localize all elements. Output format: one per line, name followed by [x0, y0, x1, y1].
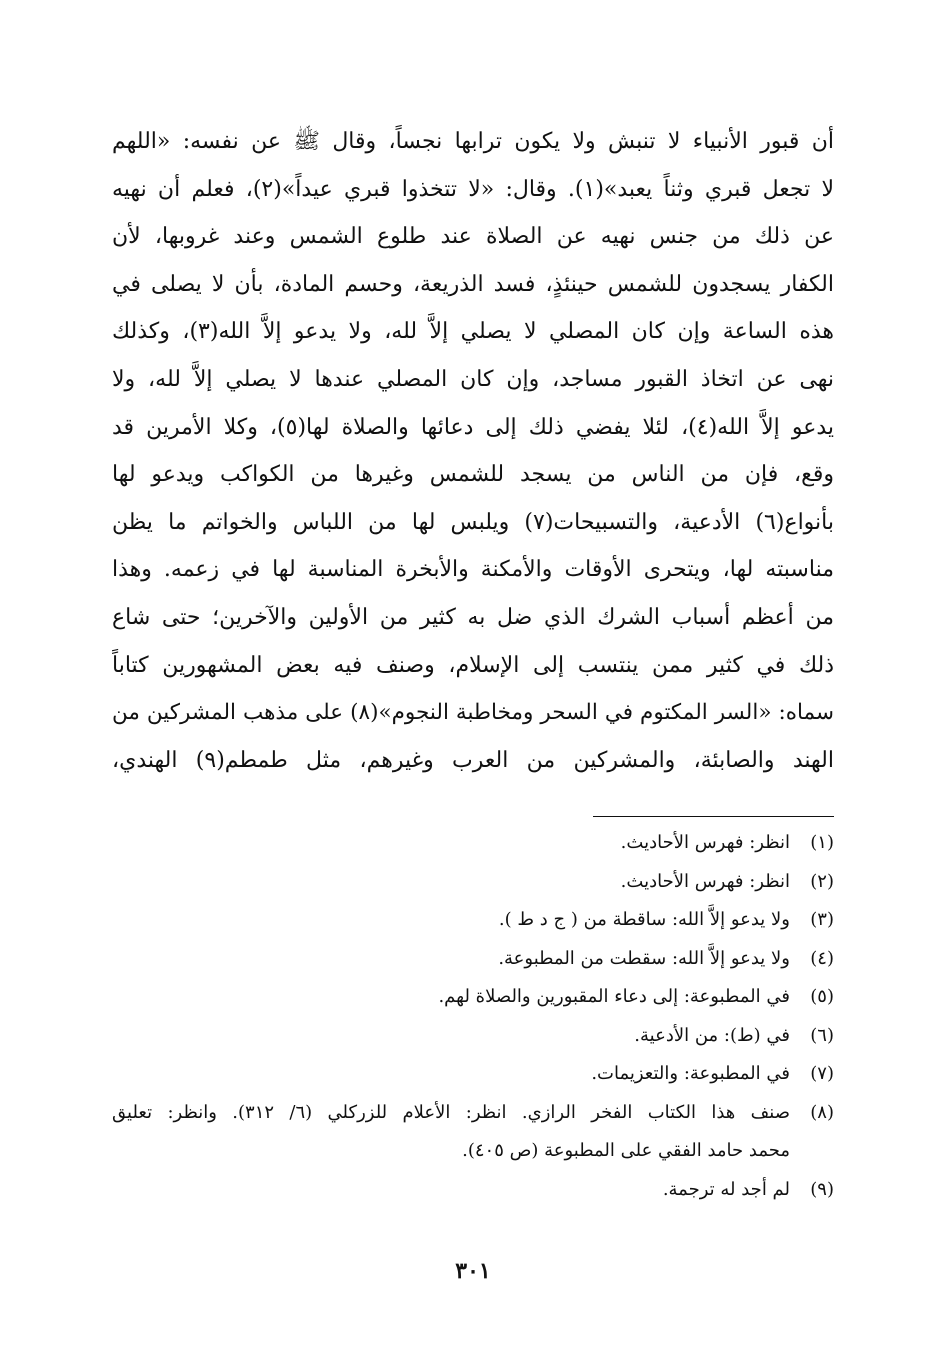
footnote-text: ولا يدعو إلاَّ الله: ساقطة من ( ج د ط ). [498, 909, 790, 930]
footnote-3 [112, 901, 834, 940]
text-line: من أعظم أسباب الشرك الذي ضل به كثير من الأولين والآخرين؛ حتى شاع [112, 604, 834, 630]
footnote-2 [112, 863, 834, 902]
main-text-block [112, 118, 834, 784]
footnote-number: (٣) [810, 909, 834, 930]
text-line: عن ذلك من جنس نهيه عن الصلاة عند طلوع الشمس وعند غروبها، لأن [112, 224, 834, 250]
text-line: سماه: «السر المكتوم في السحر ومخاطبة النجوم»(٨) على مذهب المشركين من [112, 700, 834, 726]
footnote-9 [112, 1171, 834, 1210]
footnote-8 [112, 1094, 834, 1171]
text-line: مناسبته لها، ويتحرى الأوقات والأمكنة والأبخرة المناسبة لها في زعمه. وهذا [112, 557, 834, 583]
text-line: وقع، فإن من الناس من يسجد للشمس وغيرها من الكواكب ويدعو لها [112, 462, 834, 488]
footnote-number: (١) [810, 832, 834, 853]
footnote-text: انظر: فهرس الأحاديث. [620, 832, 790, 853]
footnote-text: في المطبوعة: إلى دعاء المقبورين والصلاة لهم. [438, 986, 790, 1007]
footnote-number: (٩) [810, 1178, 834, 1200]
footnote-number: (٦) [810, 1024, 834, 1046]
footnote-1 [112, 824, 834, 863]
text-line: بأنواع(٦) الأدعية، والتسبيحات(٧) ويلبس لها من اللباس والخواتم ما يظن [112, 509, 834, 535]
footnote-text: في المطبوعة: والتعزيمات. [591, 1063, 790, 1084]
text-line: ذلك في كثير ممن ينتسب إلى الإسلام، وصنف فيه بعض المشهورين كتاباً [112, 652, 834, 678]
footnote-text: لم أجد له ترجمة. [662, 1178, 790, 1200]
footnote-text: انظر: فهرس الأحاديث. [620, 870, 790, 892]
footnote-number: (٤) [810, 947, 834, 969]
footnote-text: محمد حامد الفقي على المطبوعة (ص ٤٠٥). [462, 1140, 790, 1161]
footnote-separator [593, 816, 834, 817]
text-line: هذه الساعة وإن كان المصلي لا يصلي إلاَّ لله، ولا يدعو إلاَّ الله(٣)، وكذلك [112, 319, 834, 345]
footnote-number: (٧) [810, 1063, 834, 1084]
footnote-text: صنف هذا الكتاب الفخر الرازي. انظر: الأعلام للزركلي (٦/ ٣١٢). وانظر: تعليق [112, 1101, 790, 1123]
text-line: الهند والصابئة، والمشركين من العرب وغيرهم، مثل طمطم(٩) الهندي، [112, 747, 834, 773]
footnote-5 [112, 978, 834, 1017]
text-line: نهى عن اتخاذ القبور مساجد، وإن كان المصلي عندها لا يصلي إلاَّ لله، ولا [112, 366, 834, 392]
text-line: أن قبور الأنبياء لا تنبش ولا يكون ترابها نجساً، وقال ﷺ عن نفسه: «اللهم [112, 129, 834, 154]
text-line: لا تجعل قبري وثناً يعبد»(١). وقال: «لا تتخذوا قبري عيداً»(٢)، فعلم أن نهيه [112, 176, 834, 202]
footnote-number: (٨) [810, 1101, 834, 1123]
text-line: الكفار يسجدون للشمس حينئذٍ، فسد الذريعة، وحسم المادة، بأن لا يصلى في [112, 271, 834, 297]
text-line: يدعو إلاَّ الله(٤)، لئلا يفضي ذلك إلى دعائها والصلاة لها(٥)، وكلا الأمرين قد [112, 414, 834, 440]
footnote-6 [112, 1017, 834, 1056]
footnote-7 [112, 1055, 834, 1094]
footnote-number: (٢) [810, 870, 834, 892]
footnote-text: في (ط): من الأدعية. [634, 1024, 790, 1046]
footnote-number: (٥) [810, 986, 834, 1007]
footnotes-block [112, 824, 834, 1209]
page-number: ٣٠١ [455, 1258, 491, 1284]
footnote-4 [112, 940, 834, 979]
footnote-text: ولا يدعو إلاَّ الله: سقطت من المطبوعة. [498, 947, 790, 969]
